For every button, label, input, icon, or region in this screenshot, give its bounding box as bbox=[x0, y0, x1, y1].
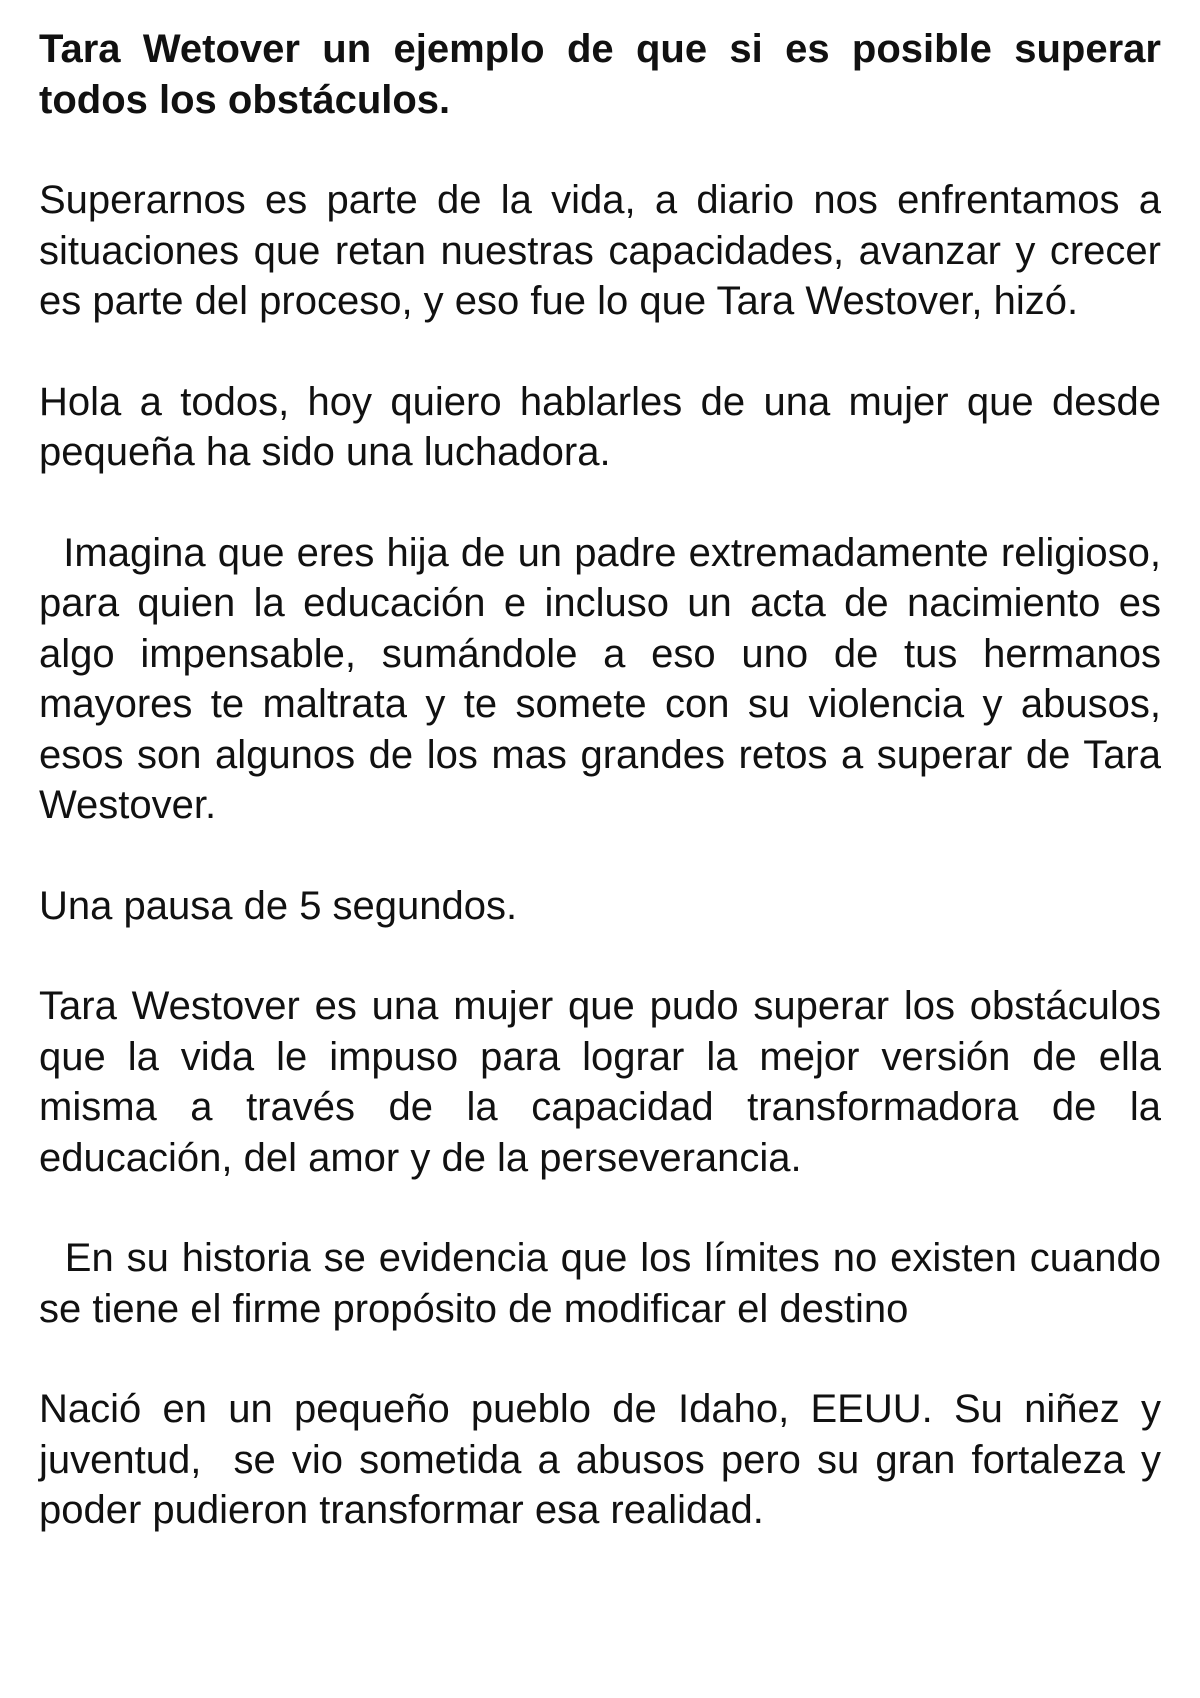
paragraph-3: Imagina que eres hija de un padre extremadamente religioso, para quien la educación e incluso un acta de nacimiento es algo impensable, sumándole a eso uno de tus hermanos mayores te maltrata y te somete con su violencia y abusos, esos son algunos de los mas grandes retos a superar de Tara Westover. bbox=[39, 530, 1173, 827]
paragraph-5: Tara Westover es una mujer que pudo superar los obstáculos que la vida le impuso para lograr la mejor versión de ella misma a través de la capacidad transformadora de la educación, del amor y de la perseverancia. bbox=[39, 984, 1173, 1180]
paragraph-1: Superarnos es parte de la vida, a diario nos enfrentamos a situaciones que retan nuestras capacidades, avanzar y crecer es parte del proceso, y eso fue lo que Tara Westover, hizó. bbox=[39, 178, 1173, 323]
document-title: Tara Wetover un ejemplo de que si es posible superar todos los obstáculos. bbox=[39, 27, 1161, 122]
paragraph-2: Hola a todos, hoy quiero hablarles de una mujer que desde pequeña ha sido una luchadora. bbox=[39, 379, 1173, 474]
paragraph-7: Nació en un pequeño pueblo de Idaho, EEUU. Su niñez y juventud, se vio sometida a abusos pero su gran fortaleza y poder pudieron transformar esa realidad. bbox=[39, 1387, 1173, 1532]
document-page bbox=[39, 24, 1173, 1536]
paragraph-6: En su historia se evidencia que los límites no existen cuando se tiene el firme propósito de modificar el destino bbox=[39, 1236, 1173, 1331]
paragraph-4: Una pausa de 5 segundos. bbox=[39, 883, 518, 928]
